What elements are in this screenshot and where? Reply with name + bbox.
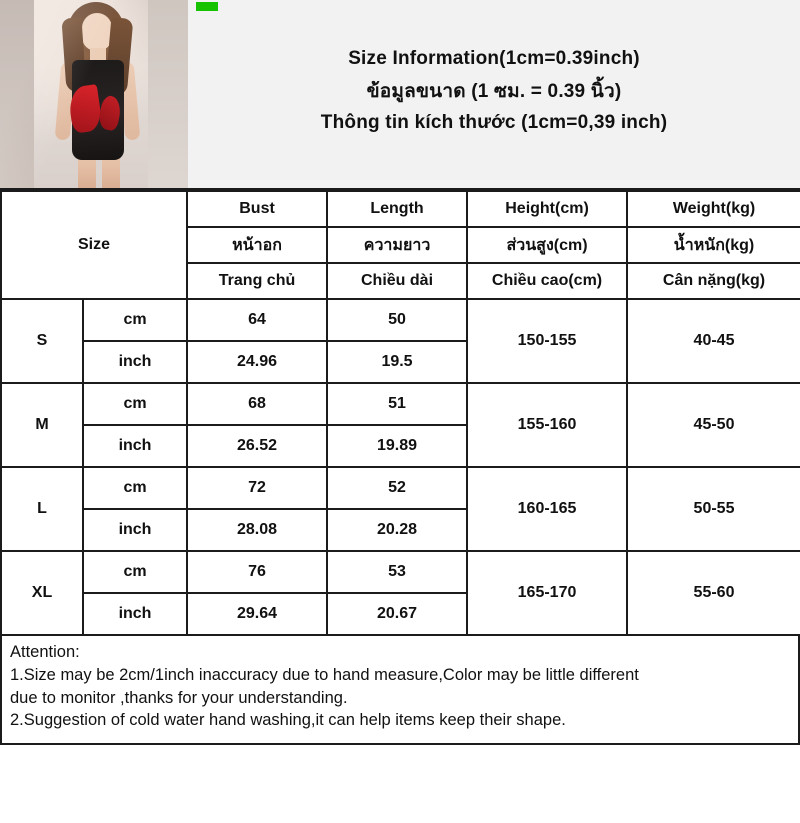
green-marker	[196, 2, 218, 11]
column-header-bust-en: Bust	[187, 191, 327, 227]
cell-bust-cm: 64	[187, 299, 327, 341]
row-unit-inch: inch	[83, 341, 187, 383]
column-header-weight-en: Weight(kg)	[627, 191, 800, 227]
cell-weight: 40-45	[627, 299, 800, 383]
cell-bust-cm: 68	[187, 383, 327, 425]
attention-section	[0, 636, 800, 745]
title-line-en: Size Information(1cm=0.39inch)	[348, 48, 640, 69]
cell-bust-inch: 29.64	[187, 593, 327, 635]
column-header-height-vi: Chiều cao(cm)	[467, 263, 627, 299]
row-unit-inch: inch	[83, 509, 187, 551]
header-banner	[0, 0, 800, 190]
column-header-length-th: ความยาว	[327, 227, 467, 263]
title-line-th: ข้อมูลขนาด (1 ซม. = 0.39 นิ้ว)	[366, 81, 622, 102]
cell-height: 155-160	[467, 383, 627, 467]
photo-wall-right	[148, 0, 188, 188]
photo-leg-left	[78, 156, 96, 188]
row-size-label: XL	[1, 551, 83, 635]
row-unit-cm: cm	[83, 383, 187, 425]
product-photo-image	[0, 0, 188, 188]
size-header-cell: Size	[1, 191, 187, 299]
photo-face	[82, 13, 112, 51]
cell-length-inch: 20.28	[327, 509, 467, 551]
cell-length-inch: 19.5	[327, 341, 467, 383]
column-header-height-en: Height(cm)	[467, 191, 627, 227]
row-size-label: M	[1, 383, 83, 467]
row-unit-inch: inch	[83, 593, 187, 635]
row-size-label: S	[1, 299, 83, 383]
cell-height: 150-155	[467, 299, 627, 383]
attention-heading: Attention:	[10, 643, 80, 661]
cell-bust-inch: 24.96	[187, 341, 327, 383]
attention-line-1: 1.Size may be 2cm/1inch inaccuracy due to hand measure,Color may be little different	[10, 665, 639, 684]
cell-weight: 50-55	[627, 467, 800, 551]
photo-leg-right	[102, 156, 120, 188]
column-header-weight-th: น้ำหนัก(kg)	[627, 227, 800, 263]
cell-bust-cm: 76	[187, 551, 327, 593]
cell-length-inch: 19.89	[327, 425, 467, 467]
table-header-row-en	[1, 191, 800, 227]
column-header-length-en: Length	[327, 191, 467, 227]
title-block	[188, 0, 800, 188]
row-unit-cm: cm	[83, 551, 187, 593]
bottom-whitespace	[0, 745, 800, 823]
column-header-weight-vi: Cân nặng(kg)	[627, 263, 800, 299]
column-header-length-vi: Chiều dài	[327, 263, 467, 299]
cell-length-cm: 51	[327, 383, 467, 425]
cell-bust-cm: 72	[187, 467, 327, 509]
table-row	[1, 383, 800, 425]
attention-line-3: 2.Suggestion of cold water hand washing,it can help items keep their shape.	[10, 711, 566, 730]
cell-length-cm: 50	[327, 299, 467, 341]
cell-height: 165-170	[467, 551, 627, 635]
cell-weight: 45-50	[627, 383, 800, 467]
column-header-height-th: ส่วนสูง(cm)	[467, 227, 627, 263]
cell-length-cm: 52	[327, 467, 467, 509]
product-photo	[0, 0, 188, 188]
cell-height: 160-165	[467, 467, 627, 551]
photo-wall-left	[0, 0, 34, 188]
size-table	[0, 190, 800, 636]
title-line-vi: Thông tin kích thước (1cm=0,39 inch)	[320, 112, 668, 133]
column-header-bust-vi: Trang chủ	[187, 263, 327, 299]
column-header-bust-th: หน้าอก	[187, 227, 327, 263]
cell-weight: 55-60	[627, 551, 800, 635]
cell-length-cm: 53	[327, 551, 467, 593]
row-unit-inch: inch	[83, 425, 187, 467]
table-row	[1, 299, 800, 341]
row-unit-cm: cm	[83, 467, 187, 509]
row-unit-cm: cm	[83, 299, 187, 341]
table-row	[1, 467, 800, 509]
attention-line-2: due to monitor ,thanks for your understanding.	[10, 688, 348, 707]
table-row	[1, 551, 800, 593]
cell-bust-inch: 28.08	[187, 509, 327, 551]
cell-bust-inch: 26.52	[187, 425, 327, 467]
row-size-label: L	[1, 467, 83, 551]
cell-length-inch: 20.67	[327, 593, 467, 635]
